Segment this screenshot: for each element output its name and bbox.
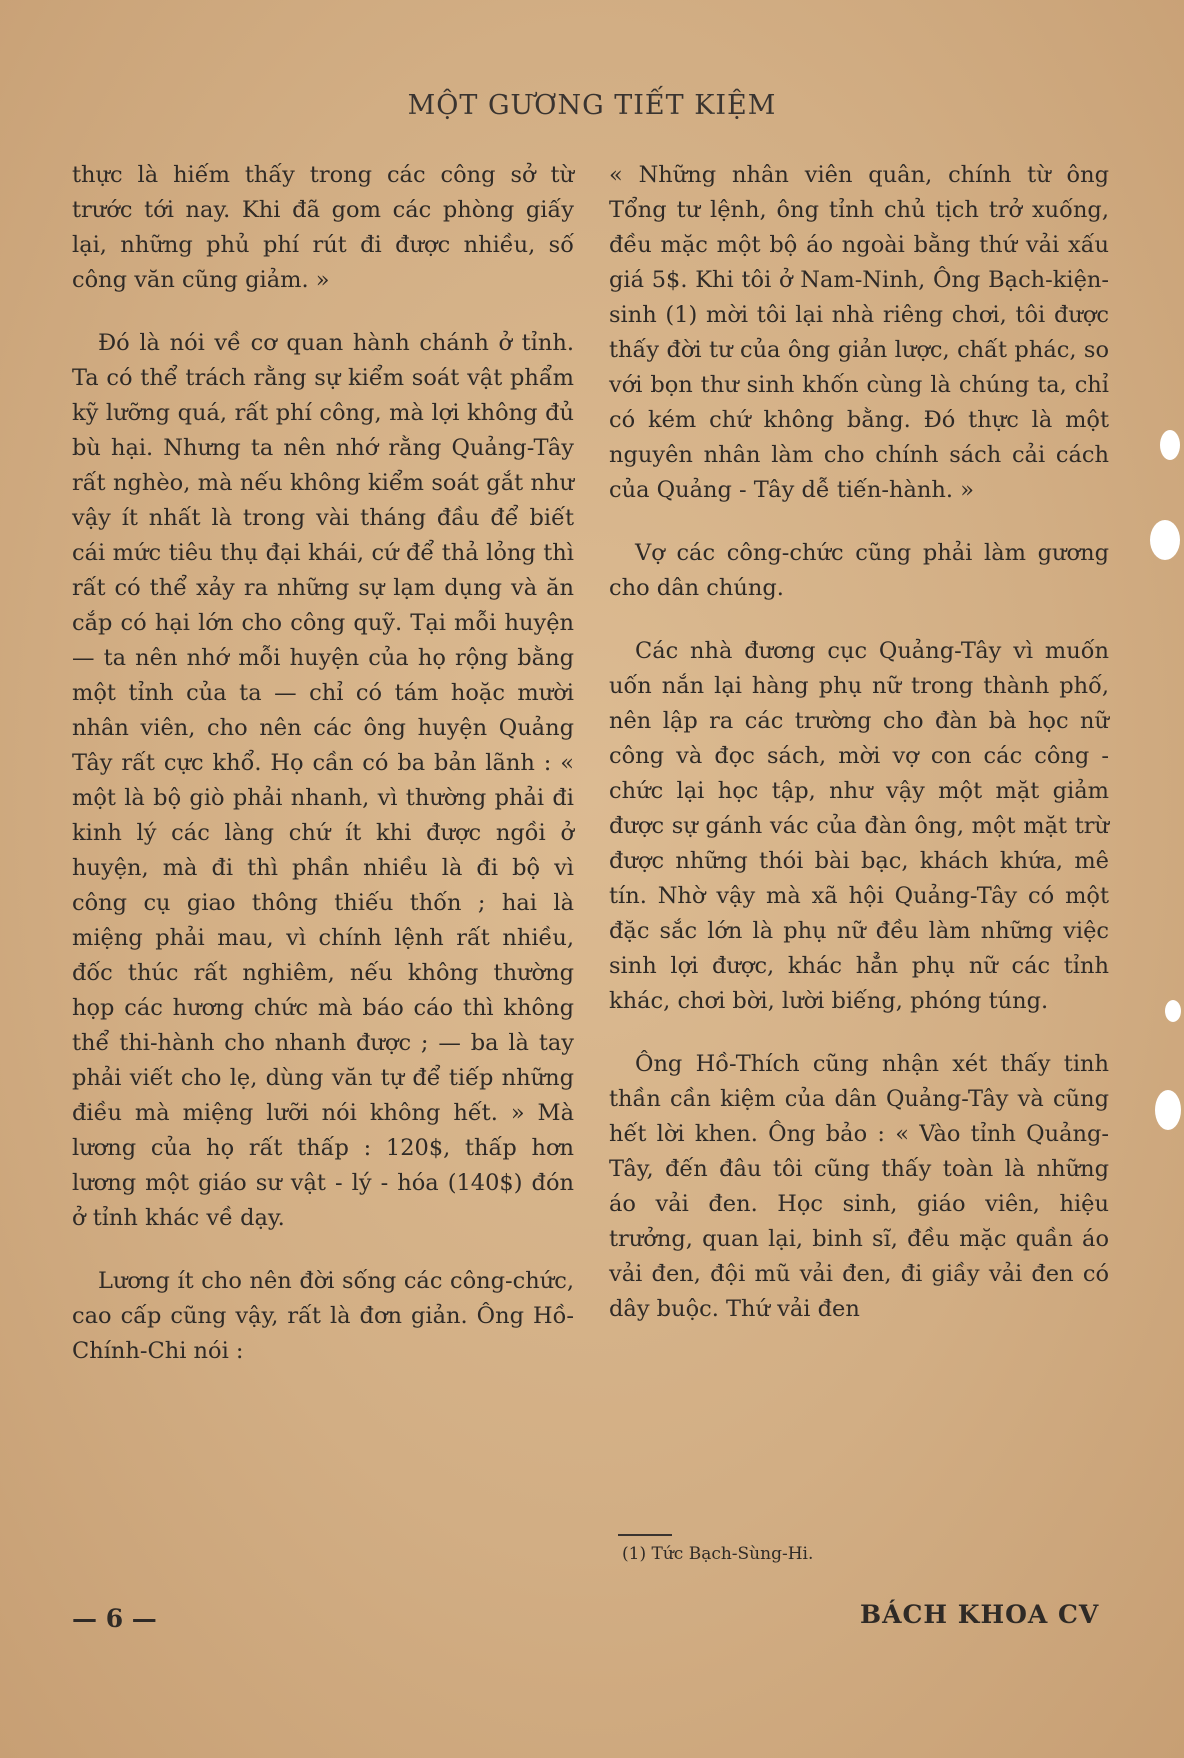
paragraph: « Những nhân viên quân, chính từ ông Tổng tư lệnh, ông tỉnh chủ tịch trở xuống, đều mặc một bộ áo ngoài bằng thứ vải xấu giá 5$. Khi tôi ở Nam-Ninh, Ông Bạch-kiện-sinh (1) mời tôi lại nhà riêng chơi, tôi được thấy đời tư của ông giản lược, chất phác, so với bọn thư sinh khốn cùng là chúng ta, chỉ có kém chứ không bằng. Đó thực là một nguyên nhân làm cho chính sách cải cách của Quảng - Tây dễ tiến-hành. » [609, 162, 1109, 503]
paragraph: Ông Hồ-Thích cũng nhận xét thấy tinh thần cần kiệm của dân Quảng-Tây và cũng hết lời khen. Ông bảo : « Vào tỉnh Quảng-Tây, đến đâu tôi cũng thấy toàn là những áo vải đen. Học sinh, giáo viên, hiệu trưởng, quan lại, binh sĩ, đều mặc quần áo vải đen, đội mũ vải đen, đi giầy vải đen có dây buộc. Thứ vải đen [609, 1051, 1109, 1322]
paragraph: Vợ các công-chức cũng phải làm gương cho dân chúng. [609, 540, 1109, 601]
paper-tear [1160, 430, 1180, 460]
footnote-divider [618, 1534, 672, 1536]
paragraph: thực là hiếm thấy trong các công sở từ trước tới nay. Khi đã gom các phòng giấy lại, những phủ phí rút đi được nhiều, số công văn cũng giảm. » [72, 162, 574, 293]
left-column [72, 158, 574, 1397]
page-number: — 6 — [72, 1604, 157, 1633]
paper-tear [1165, 1000, 1181, 1022]
paper-tear [1150, 520, 1180, 560]
paragraph: Đó là nói về cơ quan hành chánh ở tỉnh. Ta có thể trách rằng sự kiểm soát vật phẩm kỹ lưỡng quá, rất phí công, mà lợi không đủ bù hại. Nhưng ta nên nhớ rằng Quảng-Tây rất nghèo, mà nếu không kiểm soát gắt như vậy ít nhất là trong vài tháng đầu để biết cái mức tiêu thụ đại khái, cứ để thả lỏng thì rất có thể xảy ra những sự lạm dụng và ăn cắp có hại lớn cho công quỹ. Tại mỗi huyện — ta nên nhớ mỗi huyện của họ rộng bằng một tỉnh của ta — chỉ có tám hoặc mười nhân viên, cho nên các ông huyện Quảng Tây rất cực khổ. Họ cần có ba bản lãnh : « một là bộ giò phải nhanh, vì thường phải đi kinh lý các làng chứ ít khi được ngồi ở huyện, mà đi thì phần nhiều là đi bộ vì công cụ giao thông thiếu thốn ; hai là miệng phải mau, vì chính lệnh rất nhiều, đốc thúc rất nghiêm, nếu không thường họp các hương chức mà báo cáo thì không thể thi-hành cho nhanh được ; — ba là tay phải viết cho lẹ, dùng văn tự để tiếp những điều mà miệng lưỡi nói không hết. » Mà lương của họ rất thấp : 120$, thấp hơn lương một giáo sư vật - lý - hóa (140$) đón ở tỉnh khác về dạy. [72, 330, 574, 1231]
footnote: (1) Tức Bạch-Sùng-Hi. [622, 1544, 814, 1564]
right-column [609, 158, 1109, 1355]
running-title: MỘT GƯƠNG TIẾT KIỆM [407, 90, 777, 121]
paper-tear [1155, 1090, 1181, 1130]
journal-name: BÁCH KHOA CV [860, 1600, 1100, 1629]
paragraph: Lương ít cho nên đời sống các công-chức, cao cấp cũng vậy, rất là đơn giản. Ông Hồ-Chính-Chi nói : [72, 1268, 574, 1364]
paragraph: Các nhà đương cục Quảng-Tây vì muốn uốn nắn lại hàng phụ nữ trong thành phố, nên lập ra các trường cho đàn bà học nữ công và đọc sách, mời vợ con các công - chức lại học tập, như vậy một mặt giảm được sự gánh vác của đàn ông, một mặt trừ được những thói bài bạc, khách khứa, mê tín. Nhờ vậy mà xã hội Quảng-Tây có một đặc sắc lớn là phụ nữ đều làm những việc sinh lợi được, khác hẳn phụ nữ các tỉnh khác, chơi bời, lười biếng, phóng túng. [609, 638, 1109, 1014]
